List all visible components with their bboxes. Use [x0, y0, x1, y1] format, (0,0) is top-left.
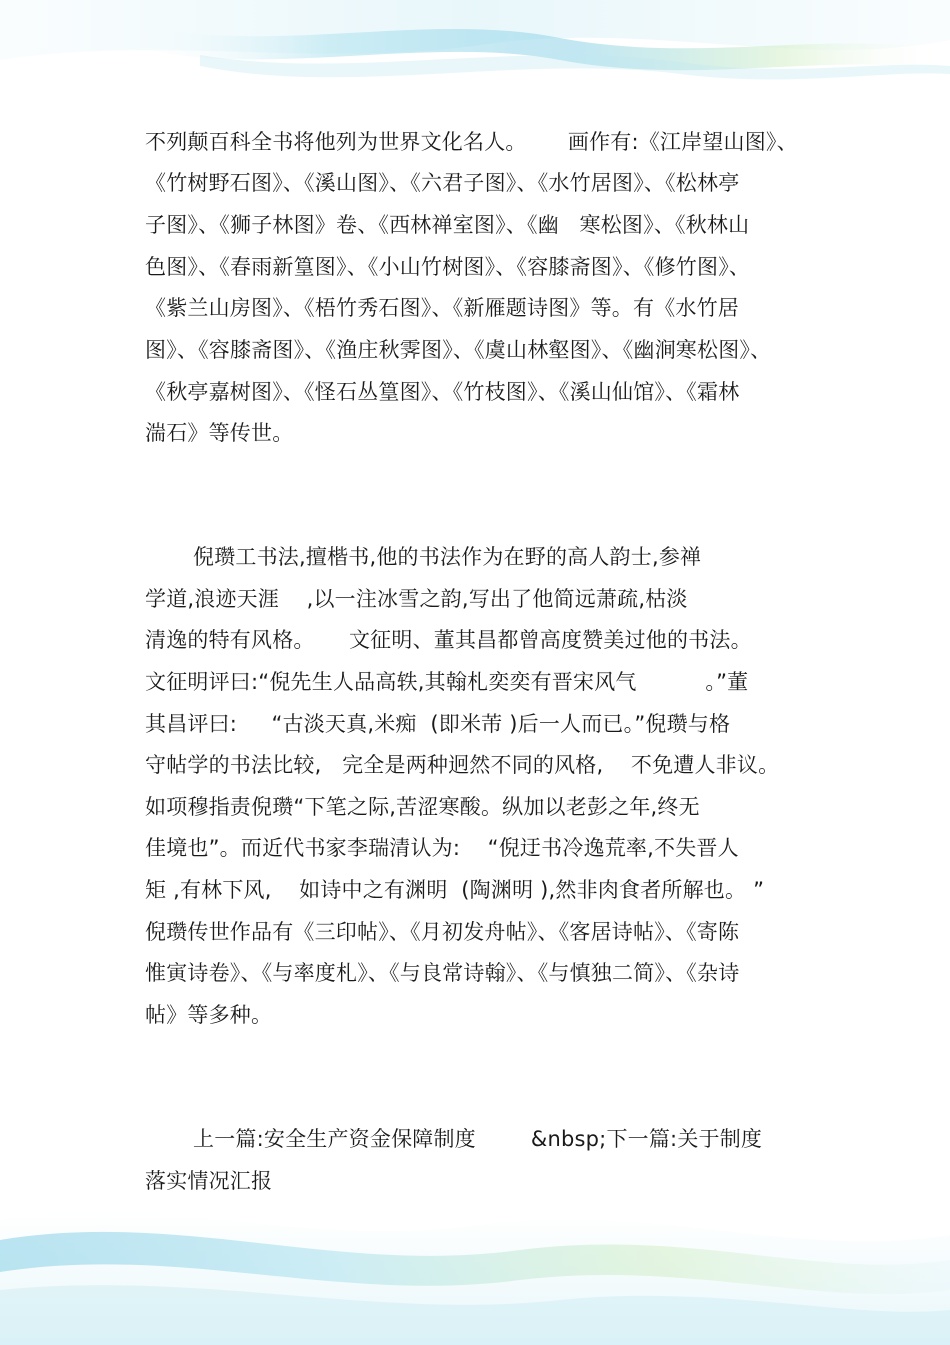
text-line: 惟寅诗卷》、《与率度札》、《与良常诗翰》、《与慎独二简》、《杂诗 [145, 961, 740, 985]
text-line: 倪瓒传世作品有《三印帖》、《月初发舟帖》、《客居诗帖》、《寄陈 [145, 920, 740, 944]
text-line: 湍石》等传世。 [145, 421, 294, 445]
text-line: 《竹树野石图》、《溪山图》、《六君子图》、《水竹居图》、《松林亭 [145, 171, 740, 195]
text-line: 《紫兰山房图》、《梧竹秀石图》、《新雁题诗图》等。有《水竹居 [145, 296, 739, 320]
text-line: 图》、《容膝斋图》、《渔庄秋霁图》、《虞山林壑图》、《幽涧寒松图》、 [145, 338, 772, 362]
text-line: 帖》等多种。 [145, 1003, 273, 1027]
text-line: 学道,浪迹天涯 ,以一注冰雪之韵,写出了他简远萧疏,枯淡 [145, 587, 688, 611]
text-line: 守帖学的书法比较, 完全是两种迥然不同的风格, 不免遭人非议。 [145, 753, 780, 777]
prev-next-links[interactable]: 上一篇:安全生产资金保障制度 &nbsp;下一篇:关于制度 [193, 1127, 763, 1151]
text-line: 子图》、《狮子林图》卷、《西林禅室图》、《幽 寒松图》、《秋林山 [145, 213, 750, 237]
text-line: 色图》、《春雨新篁图》、《小山竹树图》、《容膝斋图》、《修竹图》、 [145, 255, 751, 279]
text-line: 如项穆指责倪瓒“下笔之际,苦涩寒酸。纵加以老彭之年,终无 [145, 795, 700, 819]
text-line: 佳境也”。而近代书家李瑞清认为: “倪迂书冷逸荒率,不失晋人 [145, 836, 739, 860]
text-line: 其昌评曰: “古淡天真,米痴 (即米芾 )后一人而已。”倪瓒与格 [145, 712, 731, 736]
text-line: 矩 ,有林下风, 如诗中之有渊明 (陶渊明 ),然非肉食者所解也。 ” [145, 878, 765, 902]
text-line: 《秋亭嘉树图》、《怪石丛篁图》、《竹枝图》、《溪山仙馆》、《霜林 [145, 380, 740, 404]
next-link-continued[interactable]: 落实情况汇报 [145, 1169, 273, 1193]
text-line: 文征明评曰:“倪先生人品高轶,其翰札奕奕有晋宋风气 。”董 [145, 670, 749, 694]
text-line: 清逸的特有风格。 文征明、董其昌都曾高度赞美过他的书法。 [145, 628, 752, 652]
text-line: 倪瓒工书法,擅楷书,他的书法作为在野的高人韵士,参禅 [193, 545, 702, 569]
text-line: 不列颠百科全书将他列为世界文化名人。 画作有:《江岸望山图》、 [145, 130, 798, 154]
